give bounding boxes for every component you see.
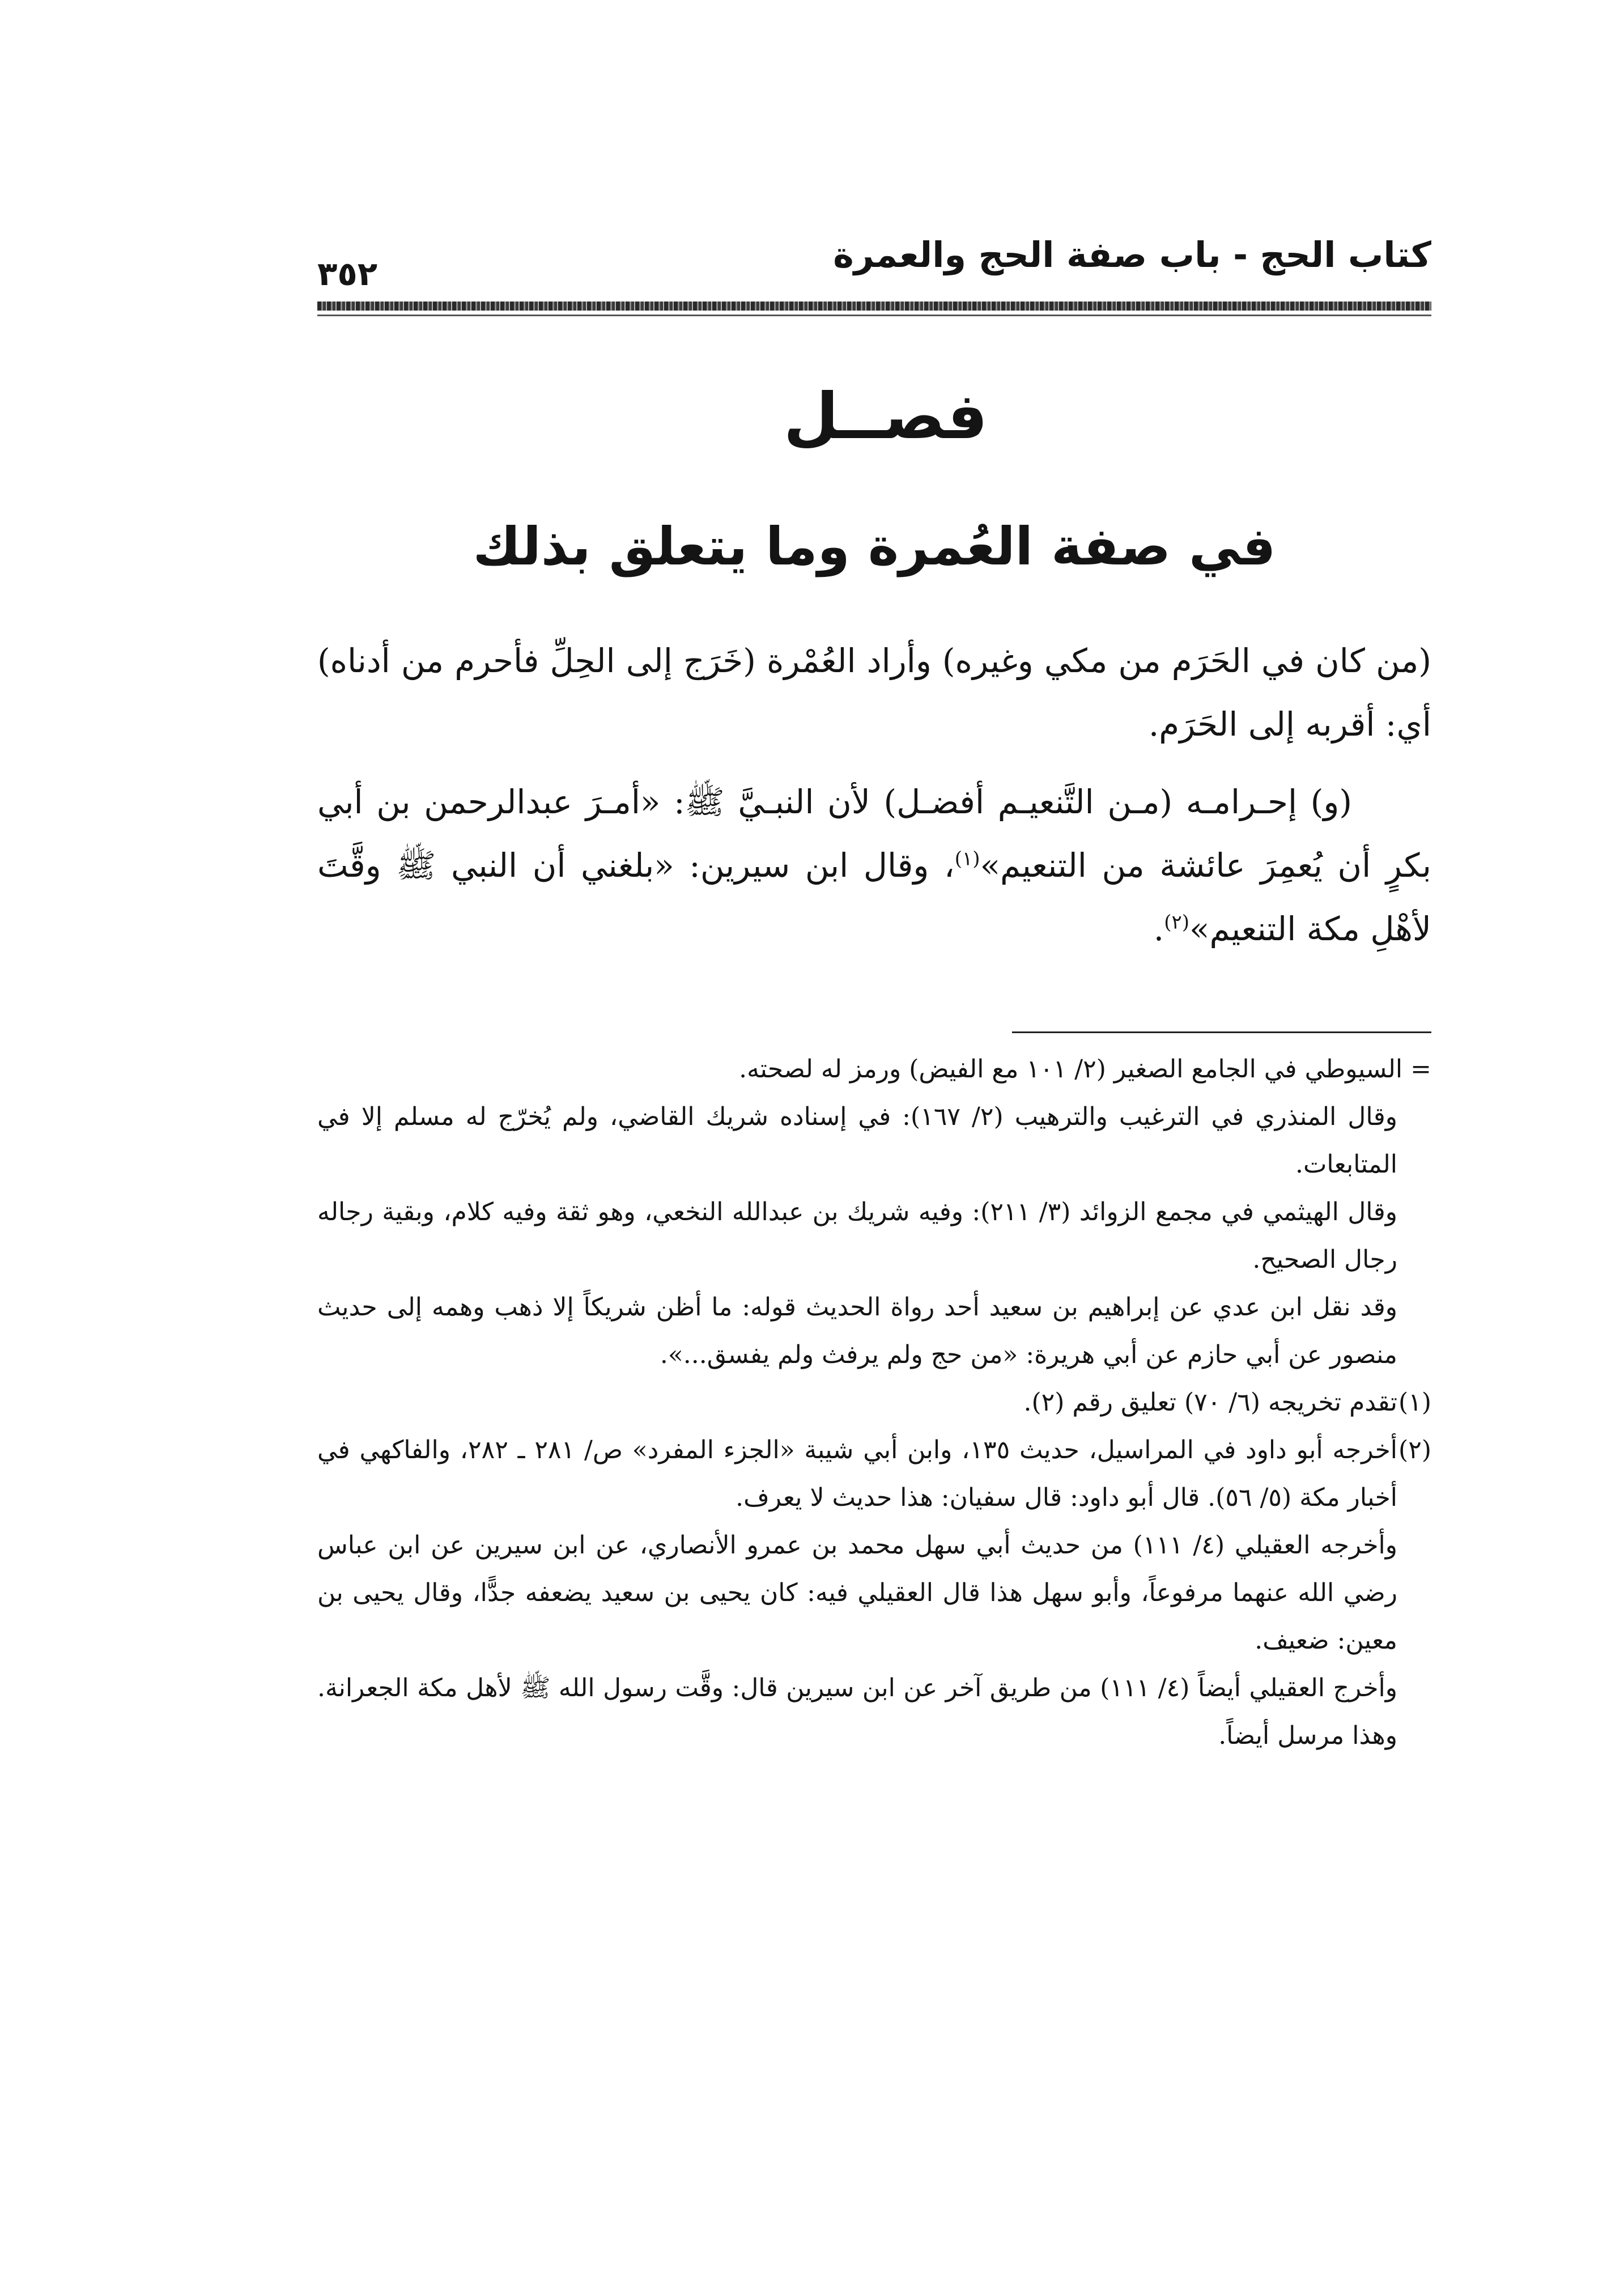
footnote-2-number: (٢) xyxy=(1398,1436,1432,1464)
footnote-1-number: (١) xyxy=(1398,1388,1431,1417)
footnote-continuation-1: = السيوطي في الجامع الصغير (٢/ ١٠١ مع الفيض) ورمز له لصحته. xyxy=(739,1055,1431,1084)
footnote-2-paragraph-2: وأخرجه العقيلي (٤/ ١١١) من حديث أبي سهل محمد بن عمرو الأنصاري، عن ابن سيرين عن ابن عباس رضي الله عنهما مرفوعاً، وأبو سهل هذا قال العقيلي فيه: كان يحيى بن سعيد يضعفه جدًّا، وقال يحيى بن معين: ضعيف. xyxy=(317,1531,1397,1655)
footnotes xyxy=(317,1046,1431,1760)
footnote-2-paragraph-3: وأخرج العقيلي أيضاً (٤/ ١١١) من طريق آخر عن ابن سيرين قال: وقَّت رسول الله ﷺ لأهل مكة الجعرانة. وهذا مرسل أيضاً. xyxy=(317,1674,1397,1750)
footnote-1 xyxy=(317,1379,1431,1426)
main-paragraph-2 xyxy=(317,770,1431,961)
footnote-ref-2[interactable]: (٢) xyxy=(1164,911,1189,934)
header-rule-thin xyxy=(317,315,1431,316)
section-title: في صفة العُمرة وما يتعلق بذلك xyxy=(473,516,1276,577)
main-paragraph-2-part-b: ، وقال ابن سيرين: «بلغني أن النبي ﷺ وقَّتَ لأهْلِ مكة التنعيم» xyxy=(317,846,1431,948)
footnote-2-text: أخرجه أبو داود في المراسيل، حديث ١٣٥، وابن أبي شيبة «الجزء المفرد» ص/ ٢٨١ ـ ٢٨٢، والفاكهي في أخبار مكة (٥/ ٥٦). قال أبو داود: قال سفيان: هذا حديث لا يعرف. xyxy=(317,1436,1398,1512)
section-label: فصــل xyxy=(783,380,988,453)
main-paragraph-1: (من كان في الحَرَم من مكي وغيره) وأراد العُمْرة (خَرَج إلى الحِلِّ فأحرم من أدناه) أي: أقربه إلى الحَرَم. xyxy=(317,642,1431,744)
main-paragraph-2-part-a: (و) إحـرامـه (مـن التَّنعيـم أفضـل) لأن النبـيَّ ﷺ: «أمـرَ عبدالرحمن بن أبي بكرٍ أن يُعمِرَ عائشة من التنعيم» xyxy=(317,783,1431,885)
main-text xyxy=(317,629,1431,961)
page-header xyxy=(317,232,1431,300)
footnote-continuation-4: وقد نقل ابن عدي عن إبراهيم بن سعيد أحد رواة الحديث قوله: ما أظن شريكاً إلا ذهب وهمه إلى حديث منصور عن أبي حازم عن أبي هريرة: «من حج ولم يرفث ولم يفسق...». xyxy=(317,1293,1397,1369)
footnote-continuation-2: وقال المنذري في الترغيب والترهيب (٢/ ١٦٧): في إسناده شريك القاضي، ولم يُخرّج له مسلم إلا في المتابعات. xyxy=(317,1102,1398,1179)
page-number: ٣٥٢ xyxy=(317,254,378,293)
header-rule xyxy=(317,302,1431,311)
running-title: كتاب الحج - باب صفة الحج والعمرة xyxy=(833,234,1431,275)
footnote-ref-1[interactable]: (١) xyxy=(954,847,980,871)
footnote-2 xyxy=(317,1426,1431,1522)
footnote-1-text: تقدم تخريجه (٦/ ٧٠) تعليق رقم (٢). xyxy=(1023,1388,1397,1417)
main-paragraph-2-part-c: . xyxy=(1153,910,1164,948)
footnote-continuation-3: وقال الهيثمي في مجمع الزوائد (٣/ ٢١١): وفيه شريك بن عبدالله النخعي، وهو ثقة وفيه كلام، وبقية رجاله رجال الصحيح. xyxy=(317,1198,1397,1274)
footnote-rule xyxy=(1012,1031,1431,1033)
